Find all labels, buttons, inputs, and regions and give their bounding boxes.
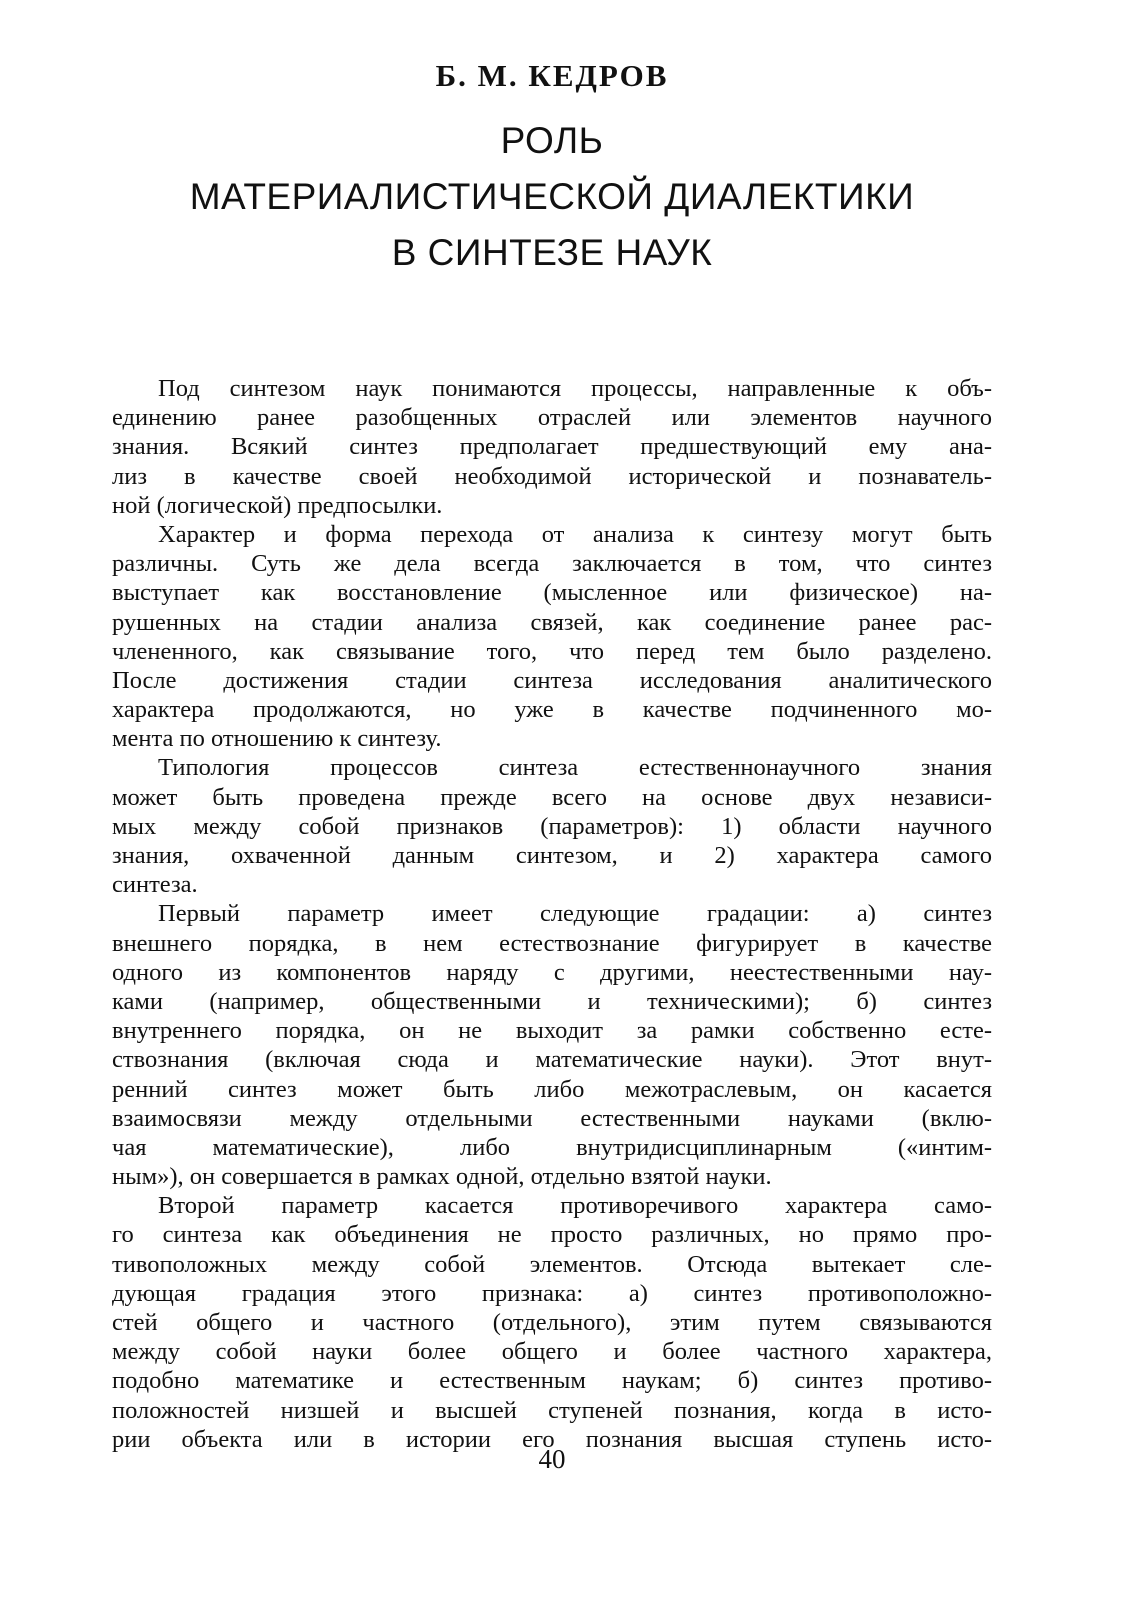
- text-line: внутреннего порядка, он не выходит за рамки собственно есте-: [112, 1017, 992, 1045]
- paragraph: [112, 899, 992, 1191]
- paragraph: [112, 1191, 992, 1454]
- text-line: лиз в качестве своей необходимой исторической и познаватель-: [112, 462, 992, 490]
- text-line: одного из компонентов наряду с другими, неестественными нау-: [112, 958, 992, 986]
- text-line: стей общего и частного (отдельного), этим путем связываются: [112, 1309, 992, 1336]
- text-line: положностей низшей и высшей ступеней познания, когда в исто-: [112, 1396, 992, 1424]
- text-line: подобно математике и естественным наукам; б) синтез противо-: [112, 1367, 992, 1395]
- text-line: взаимосвязи между отдельными естественными науками (вклю-: [112, 1104, 992, 1132]
- text-line: члененного, как связывание того, что перед тем было разделено.: [112, 637, 992, 665]
- article-title: [112, 113, 992, 281]
- text-line: мента по отношению к синтезу.: [112, 725, 442, 753]
- text-line: Второй параметр касается противоречивого характера само-: [158, 1192, 992, 1220]
- text-line: характера продолжаются, но уже в качестве подчиненного мо-: [112, 696, 992, 724]
- text-line: После достижения стадии синтеза исследования аналитического: [112, 666, 992, 694]
- title-line-1: РОЛЬ: [500, 120, 604, 161]
- title-line-2: МАТЕРИАЛИСТИЧЕСКОЙ ДИАЛЕКТИКИ: [189, 176, 915, 217]
- text-line: различны. Суть же дела всегда заключается в том, что синтез: [112, 550, 992, 578]
- text-line: ренний синтез может быть либо межотраслевым, он касается: [112, 1075, 992, 1103]
- text-line: мых между собой признаков (параметров): 1) области научного: [112, 812, 992, 840]
- text-line: Характер и форма перехода от анализа к синтезу могут быть: [158, 520, 992, 548]
- text-line: Типология процессов синтеза естественнонаучного знания: [158, 754, 992, 782]
- text-line: выступает как восстановление (мысленное или физическое) на-: [112, 579, 992, 607]
- text-line: между собой науки более общего и более частного характера,: [112, 1338, 992, 1366]
- book-page: [112, 0, 992, 1601]
- text-line: рии объекта или в истории его познания высшая ступень исто-: [112, 1425, 992, 1453]
- paragraph: [112, 520, 992, 754]
- text-line: Первый параметр имеет следующие градации: а) синтез: [158, 900, 992, 928]
- title-line-3: В СИНТЕЗЕ НАУК: [391, 232, 713, 273]
- page-number: 40: [538, 1444, 566, 1474]
- text-line: Под синтезом наук понимаются процессы, направленные к объ-: [158, 375, 992, 402]
- article-body: [112, 374, 992, 1454]
- text-line: знания, охваченной данным синтезом, и 2) характера самого: [112, 842, 992, 869]
- paragraph: [112, 374, 992, 520]
- text-line: синтеза.: [112, 871, 198, 899]
- text-line: го синтеза как объединения не просто различных, но прямо про-: [112, 1221, 992, 1249]
- text-line: ным»), он совершается в рамках одной, отдельно взятой науки.: [112, 1163, 772, 1191]
- text-line: рушенных на стадии анализа связей, как соединение ранее рас-: [112, 608, 992, 636]
- text-line: ками (например, общественными и техническими); б) синтез: [112, 987, 992, 1015]
- paragraph: [112, 753, 992, 899]
- text-line: дующая градация этого признака: а) синтез противоположно-: [112, 1279, 992, 1307]
- text-line: может быть проведена прежде всего на основе двух независи-: [112, 783, 992, 811]
- author-name: Б. М. КЕДРОВ: [435, 58, 669, 93]
- text-line: тивоположных между собой элементов. Отсюда вытекает сле-: [112, 1250, 992, 1278]
- text-line: чая математические), либо внутридисциплинарным («интим-: [112, 1133, 992, 1161]
- text-line: единению ранее разобщенных отраслей или элементов научного: [112, 404, 992, 432]
- text-line: внешнего порядка, в нем естествознание фигурирует в качестве: [112, 929, 992, 957]
- text-line: знания. Всякий синтез предполагает предшествующий ему ана-: [112, 433, 992, 461]
- text-line: ствознания (включая сюда и математические науки). Этот внут-: [112, 1046, 992, 1074]
- text-line: ной (логической) предпосылки.: [112, 491, 443, 519]
